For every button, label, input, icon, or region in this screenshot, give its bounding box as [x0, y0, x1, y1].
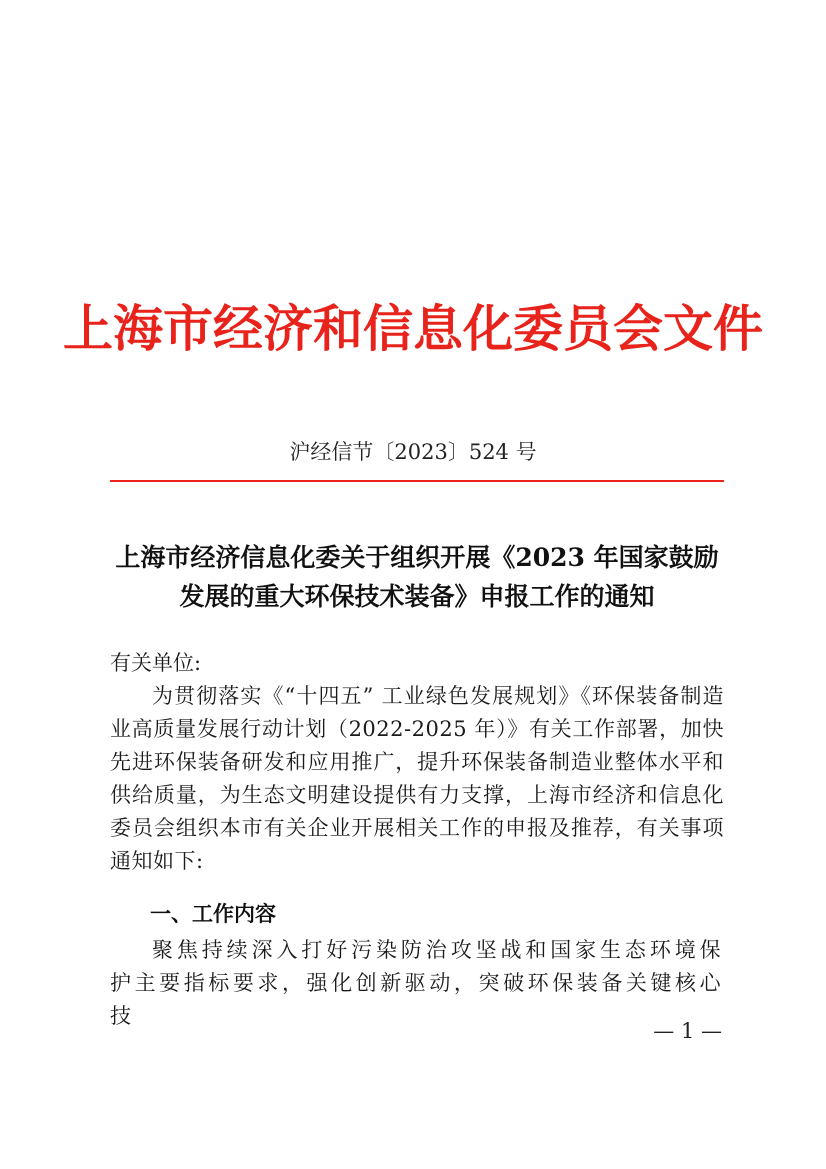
- document-number: 沪经信节〔2023〕524 号: [289, 440, 537, 464]
- body-paragraph-2: 聚焦持续深入打好污染防治攻坚战和国家生态环境保护主要指标要求，强化创新驱动，突破环保装备关键核心技: [110, 938, 724, 1028]
- notice-title: [110, 538, 724, 616]
- salutation: 有关单位:: [110, 651, 202, 675]
- notice-title-line-1: 上海市经济信息化委关于组织开展《2023 年国家鼓励: [115, 543, 719, 572]
- page-number: — 1 —: [653, 1019, 722, 1043]
- section-heading-work-content: 一、工作内容: [150, 902, 276, 926]
- body-paragraph-1: 为贯彻落实《“十四五” 工业绿色发展规划》《环保装备制造业高质量发展行动计划（2022-2025 年）》有关工作部署，加快先进环保装备研发和应用推广，提升环保装备制造业整体水平和供给质量，为生态文明建设提供有力支撑，上海市经济和信息化委员会组织本市有关企业开展相关工作的申报及推荐，有关事项通知如下:: [110, 684, 724, 873]
- red-divider-line: [110, 480, 724, 482]
- notice-title-line-2: 发展的重大环保技术装备》申报工作的通知: [179, 582, 655, 611]
- document-header-title: 上海市经济和信息化委员会文件: [63, 299, 763, 358]
